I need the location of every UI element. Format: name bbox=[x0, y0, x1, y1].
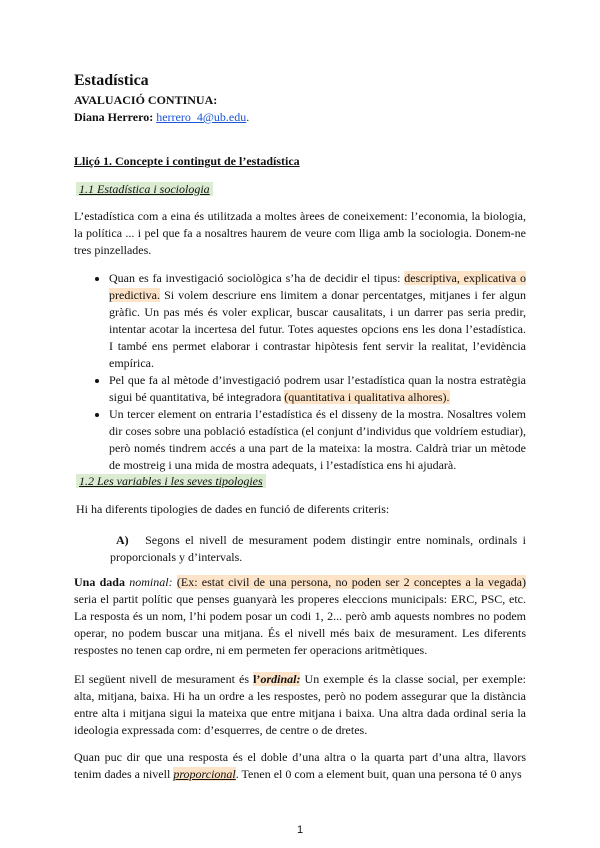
author-email-link[interactable]: herrero_4@ub.edu bbox=[156, 110, 247, 124]
ordinal-paragraph: El següent nivell de mesurament és l’ordinal: Un exemple és la classe social, per exemple: alta, mitjana, baixa. Hi ha un ordre a les respostes, però no podem assegurar que la distància entre alta i mitjana sigui la mateixa que entre mitjana i baixa. Una altra dada ordinal seria la ideologia expressada com: d’esquerres, de centre o de dretes. bbox=[74, 672, 526, 737]
list-item: • Quan es fa investigació sociològica s’ha de decidir el tipus: descriptiva, explicativa o predictiva. Si volem descriure ens limitem a donar percentatges, mitjanes i fer algun gràfic. Un pas més és voler explicar, buscar causalitats, i un darrer pas seria predir, intentar acotar la incertesa del futur. Totes aquestes opcions ens les dona l’estadística. I també ens permet elaborar i contrastar hipòtesis fent servir la realitat, l’evidència empírica. bbox=[109, 270, 526, 372]
author-name: Diana Herrero: bbox=[74, 110, 154, 124]
punct: . bbox=[246, 110, 250, 124]
subtitle: AVALUACIÓ CONTINUA: bbox=[74, 93, 218, 107]
list-item: • Pel que fa al mètode d’investigació podrem usar l’estadística quan la nostra estratègia sigui bé quantitativa, bé integradora (quantitativa i qualitativa alhores). bbox=[109, 372, 526, 406]
page-number: 1 bbox=[296, 824, 304, 836]
author-line bbox=[74, 109, 526, 126]
list-item: • Un tercer element on entraria l’estadística és el disseny de la mostra. Nosaltres volem dir coses sobre una població estadística (el conjunt d’individus que voldríem estudiar), però només tindrem accés a una part de la mateixa: la mostra. Caldrà triar un mètode de mostreig i una mida de mostra adequats, i l’estadística ens hi ajudarà. bbox=[109, 406, 526, 474]
item-a: A) Segons el nivell de mesurament podem distingir entre nominals, ordinals i proporcionals y d’intervals. bbox=[110, 533, 526, 564]
intro-paragraph: L’estadística com a eina és utilitzada a moltes àrees de coneixement: l’economia, la biologia, la política ... i pel que fa a nosaltres haurem de veure com lliga amb la sociologia. Donem-ne tres pinzellades. bbox=[74, 209, 526, 257]
section-heading-1 bbox=[76, 181, 213, 198]
bullet-list bbox=[74, 270, 526, 474]
section-heading-text: 1.2 Les variables i les seves tipologies bbox=[76, 474, 266, 488]
types-intro: Hi ha diferents tipologies de dades en funció de diferents criteris: bbox=[76, 502, 390, 516]
proportional-paragraph: Quan puc dir que una resposta és el doble d’una altra o la quarta part d’una altra, llavors tenim dades a nivell proporcional. Tenen el 0 com a element buit, quan una persona té 0 anys bbox=[74, 750, 526, 781]
section-heading-2 bbox=[76, 473, 266, 490]
lesson-heading: Lliçó 1. Concepte i contingut de l’estadística bbox=[74, 154, 300, 168]
section-heading-text: 1.1 Estadística i sociologia bbox=[76, 182, 213, 196]
document-title: Estadística bbox=[74, 72, 149, 89]
nominal-paragraph: Una dada nominal: (Ex: estat civil de una persona, no poden ser 2 conceptes a la vegada) seria el partit polític que penses guanyarà les properes eleccions municipals: ERC, PSC, etc. La resposta és un nom, l’hi podem posar un codi 1, 2... però amb aquests nombres no podem operar, no podem buscar una mitjana. És el nivell més baix de mesurament. Les diferents respostes no tenen cap ordre, ni em permeten fer operacions aritmètiques. bbox=[74, 575, 527, 657]
